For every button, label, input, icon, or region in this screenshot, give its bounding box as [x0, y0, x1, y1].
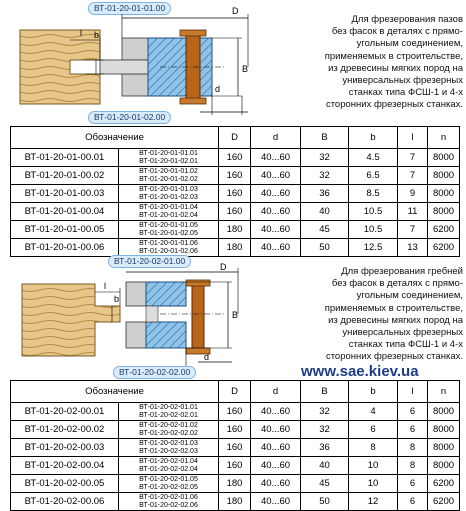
table-row	[11, 239, 460, 257]
cell-n: 6200	[428, 475, 460, 493]
cell-b: 12	[349, 493, 398, 511]
cell-d: 40...60	[251, 203, 301, 221]
part-code: ВТ-01-20-01-02.04	[139, 211, 198, 219]
cell-designation: ВТ-01-20-01-00.04	[11, 203, 119, 221]
table-row	[11, 203, 460, 221]
cell-B: 36	[301, 439, 349, 457]
cell-l: 6	[398, 475, 428, 493]
cell-l: 13	[398, 239, 428, 257]
cell-b: 8.5	[349, 185, 398, 203]
cell-d: 40...60	[251, 167, 301, 185]
cell-n: 8000	[428, 167, 460, 185]
cell-D: 160	[219, 185, 251, 203]
cell-B: 50	[301, 239, 349, 257]
table-row	[11, 221, 460, 239]
cell-parts	[119, 439, 219, 457]
cell-b: 4	[349, 403, 398, 421]
cell-b: 10	[349, 475, 398, 493]
cell-parts	[119, 149, 219, 167]
cell-l: 8	[398, 439, 428, 457]
cell-D: 160	[219, 149, 251, 167]
description-1: Для фрезерования пазов без фасок в деталях с прямо- угольным соединением, применяемых в строительстве, из древесины мягких пород на универсальных фрезерных станках типа ФСШ-1 и 4-х сторонних фрезерных станках.	[324, 14, 463, 111]
part-code: ВТ-01-20-02-02.05	[139, 483, 198, 491]
cell-B: 32	[301, 403, 349, 421]
cell-n: 6200	[428, 493, 460, 511]
cell-parts	[119, 403, 219, 421]
header-D: D	[219, 127, 251, 149]
part-code: ВТ-01-20-02-02.01	[139, 411, 198, 419]
header-B: B	[301, 381, 349, 403]
table-row	[11, 149, 460, 167]
part-code: ВТ-01-20-01-01.03	[139, 186, 198, 194]
cell-D: 160	[219, 203, 251, 221]
cell-parts	[119, 475, 219, 493]
cell-d: 40...60	[251, 239, 301, 257]
header-l: l	[398, 127, 428, 149]
cell-designation: ВТ-01-20-01-00.05	[11, 221, 119, 239]
part-code: ВТ-01-20-02-02.02	[139, 429, 198, 437]
table-row	[11, 185, 460, 203]
table-header-row	[11, 381, 460, 403]
header-d: d	[251, 127, 301, 149]
cell-parts	[119, 421, 219, 439]
cell-l: 6	[398, 421, 428, 439]
dim-l-label: l	[80, 28, 82, 38]
cell-d: 40...60	[251, 421, 301, 439]
spec-table-1	[10, 126, 460, 257]
part-code: ВТ-01-20-01-02.05	[139, 229, 198, 237]
table-row	[11, 439, 460, 457]
part-code: ВТ-01-20-01-01.05	[139, 222, 198, 230]
cell-designation: ВТ-01-20-01-00.03	[11, 185, 119, 203]
dim-D-label-2: D	[220, 262, 227, 272]
cell-n: 8000	[428, 185, 460, 203]
table-row	[11, 403, 460, 421]
part-code: ВТ-01-20-01-02.01	[139, 157, 198, 165]
cell-b: 10.5	[349, 221, 398, 239]
cell-D: 180	[219, 239, 251, 257]
header-designation: Обозначение	[11, 381, 219, 403]
cell-d: 40...60	[251, 475, 301, 493]
cell-designation: ВТ-01-20-02-00.06	[11, 493, 119, 511]
dim-D-label: D	[232, 6, 239, 16]
header-B: B	[301, 127, 349, 149]
cutter-diagram-2	[0, 262, 300, 372]
table-row	[11, 475, 460, 493]
header-n: n	[428, 381, 460, 403]
description-2: Для фрезерования гребней без фасок в деталях с прямо- угольным соединением, применяемых в строительстве, из древесины мягких пород на универсальных фрезерных станках типа ФСШ-1 и 4-х сторонних фрезерных станках.	[324, 266, 463, 363]
cell-n: 6200	[428, 221, 460, 239]
table-header-row	[11, 127, 460, 149]
cell-b: 4.5	[349, 149, 398, 167]
part-code: ВТ-01-20-02-01.06	[139, 494, 198, 502]
cell-parts	[119, 457, 219, 475]
cell-designation: ВТ-01-20-02-00.04	[11, 457, 119, 475]
cell-d: 40...60	[251, 185, 301, 203]
cell-designation: ВТ-01-20-02-00.01	[11, 403, 119, 421]
cell-b: 8	[349, 439, 398, 457]
part-code: ВТ-01-20-02-01.03	[139, 440, 198, 448]
table-row	[11, 493, 460, 511]
part-code: ВТ-01-20-02-02.06	[139, 501, 198, 509]
cell-B: 40	[301, 203, 349, 221]
part-code: ВТ-01-20-01-01.04	[139, 204, 198, 212]
cell-n: 8000	[428, 421, 460, 439]
cell-d: 40...60	[251, 493, 301, 511]
cell-parts	[119, 185, 219, 203]
cell-designation: ВТ-01-20-01-00.02	[11, 167, 119, 185]
cell-b: 10	[349, 457, 398, 475]
cell-D: 160	[219, 403, 251, 421]
cell-n: 6200	[428, 239, 460, 257]
cell-D: 180	[219, 221, 251, 239]
part-code: ВТ-01-20-02-02.04	[139, 465, 198, 473]
cell-n: 8000	[428, 403, 460, 421]
table-row	[11, 421, 460, 439]
part-code: ВТ-01-20-01-01.06	[139, 240, 198, 248]
cell-l: 7	[398, 167, 428, 185]
cell-D: 160	[219, 421, 251, 439]
cell-n: 8000	[428, 439, 460, 457]
header-l: l	[398, 381, 428, 403]
part-code: ВТ-01-20-02-01.02	[139, 422, 198, 430]
cell-d: 40...60	[251, 403, 301, 421]
header-d: d	[251, 381, 301, 403]
cell-B: 36	[301, 185, 349, 203]
cell-b: 10.5	[349, 203, 398, 221]
header-b: b	[349, 127, 398, 149]
header-D: D	[219, 381, 251, 403]
cell-l: 7	[398, 221, 428, 239]
part-tag-top-2: ВТ-01-20-02-01.00	[108, 255, 191, 268]
cell-B: 45	[301, 475, 349, 493]
dim-B-label-2: B	[232, 310, 239, 320]
cell-B: 45	[301, 221, 349, 239]
part-code: ВТ-01-20-01-02.02	[139, 175, 198, 183]
cell-parts	[119, 167, 219, 185]
part-tag-bottom-1: ВТ-01-20-01-02.00	[88, 111, 171, 124]
part-code: ВТ-01-20-01-01.01	[139, 150, 198, 158]
part-code: ВТ-01-20-01-02.06	[139, 247, 198, 255]
cell-designation: ВТ-01-20-02-00.03	[11, 439, 119, 457]
cell-D: 160	[219, 167, 251, 185]
cell-D: 180	[219, 475, 251, 493]
cell-n: 8000	[428, 457, 460, 475]
cell-designation: ВТ-01-20-02-00.02	[11, 421, 119, 439]
part-code: ВТ-01-20-01-02.03	[139, 193, 198, 201]
cell-b: 12.5	[349, 239, 398, 257]
part-code: ВТ-01-20-02-02.03	[139, 447, 198, 455]
cell-l: 6	[398, 493, 428, 511]
cell-B: 32	[301, 421, 349, 439]
cell-B: 32	[301, 149, 349, 167]
cell-l: 11	[398, 203, 428, 221]
cell-n: 8000	[428, 203, 460, 221]
part-tag-bottom-2: ВТ-01-20-02-02.00	[113, 366, 196, 379]
cell-d: 40...60	[251, 439, 301, 457]
cell-parts	[119, 203, 219, 221]
dim-B-label: B	[242, 64, 249, 74]
part-code: ВТ-01-20-02-01.01	[139, 404, 198, 412]
dim-l-label-2: l	[104, 281, 106, 291]
cell-designation: ВТ-01-20-02-00.05	[11, 475, 119, 493]
header-n: n	[428, 127, 460, 149]
table-row	[11, 167, 460, 185]
cell-d: 40...60	[251, 457, 301, 475]
cell-designation: ВТ-01-20-01-00.06	[11, 239, 119, 257]
cell-D: 180	[219, 493, 251, 511]
cell-parts	[119, 221, 219, 239]
part-tag-top-1: ВТ-01-20-01-01.00	[88, 2, 171, 15]
header-b: b	[349, 381, 398, 403]
cell-B: 40	[301, 457, 349, 475]
cell-designation: ВТ-01-20-01-00.01	[11, 149, 119, 167]
dim-d-label: d	[215, 84, 221, 94]
cell-d: 40...60	[251, 221, 301, 239]
workpiece-2	[22, 284, 120, 356]
cell-l: 6	[398, 403, 428, 421]
website-url[interactable]: www.sae.kiev.ua	[301, 363, 419, 380]
part-code: ВТ-01-20-02-01.05	[139, 476, 198, 484]
cell-parts	[119, 493, 219, 511]
dim-b-label: b	[94, 30, 100, 40]
dim-b-label-2: b	[114, 294, 120, 304]
workpiece-1	[20, 30, 100, 104]
dim-d-label-2: d	[204, 352, 210, 362]
part-code: ВТ-01-20-01-01.02	[139, 168, 198, 176]
cell-B: 50	[301, 493, 349, 511]
spec-table-2	[10, 380, 460, 511]
part-code: ВТ-01-20-02-01.04	[139, 458, 198, 466]
header-designation: Обозначение	[11, 127, 219, 149]
cell-l: 9	[398, 185, 428, 203]
table-row	[11, 457, 460, 475]
cell-l: 7	[398, 149, 428, 167]
cell-b: 6.5	[349, 167, 398, 185]
cutter-diagram-1	[0, 0, 300, 115]
cell-D: 160	[219, 439, 251, 457]
cell-D: 160	[219, 457, 251, 475]
cell-B: 32	[301, 167, 349, 185]
cell-l: 8	[398, 457, 428, 475]
cell-d: 40...60	[251, 149, 301, 167]
cell-b: 6	[349, 421, 398, 439]
cell-n: 8000	[428, 149, 460, 167]
cell-parts	[119, 239, 219, 257]
